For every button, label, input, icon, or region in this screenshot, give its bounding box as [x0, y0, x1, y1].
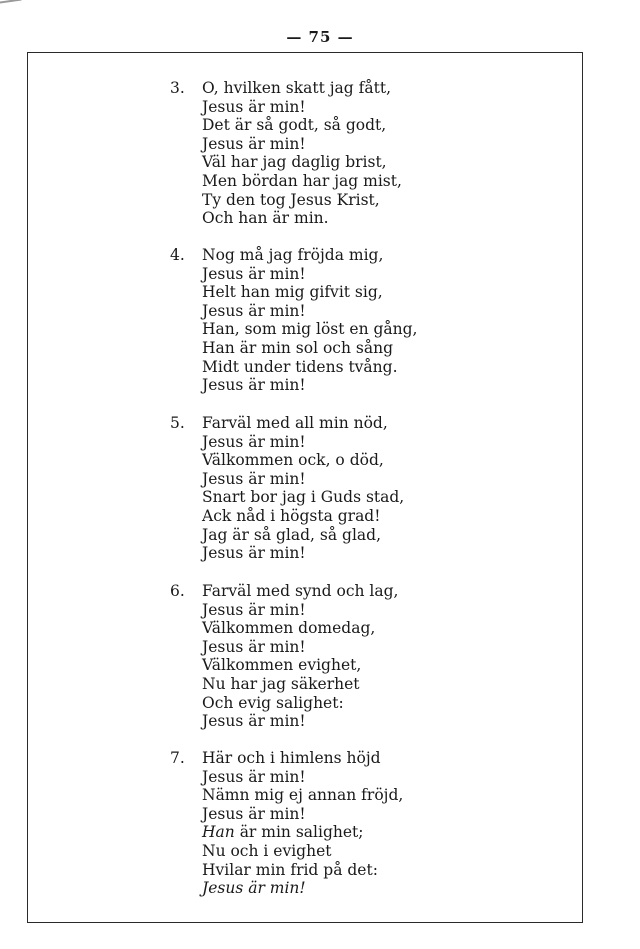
- verse-line: Jesus är min!: [202, 804, 306, 823]
- verse-line: Jag är så glad, så glad,: [202, 525, 381, 544]
- verse-line: Han är min sol och sång: [202, 338, 394, 357]
- verse-line: Jesus är min!: [202, 97, 306, 116]
- stanza-number: 7.: [170, 749, 185, 767]
- stanza-4: [170, 246, 470, 395]
- verse-line: Jesus är min!: [202, 879, 306, 898]
- stanza-number: 4.: [170, 246, 185, 264]
- verse-line: Här och i himlens höjd: [202, 749, 381, 767]
- verse-line: Snart bor jag i Guds stad,: [202, 488, 405, 507]
- verse-line: Men bördan har jag mist,: [202, 171, 402, 190]
- verse-line: Jesus är min!: [202, 469, 306, 488]
- verse-line: Farväl med synd och lag,: [202, 582, 399, 600]
- verse-line: Det är så godt, så godt,: [202, 116, 387, 135]
- stanza-5: [170, 414, 470, 563]
- verse-line: Välkommen domedag,: [202, 619, 376, 638]
- stanza-number: 5.: [170, 414, 185, 432]
- verse-line: Helt han mig gifvit sig,: [202, 283, 383, 302]
- verse-line: [202, 823, 470, 842]
- emphasis-word: Han: [202, 823, 235, 842]
- verse-line: Han, som mig löst en gång,: [202, 320, 418, 339]
- verse-line: Jesus är min!: [202, 600, 306, 619]
- verse-line: Nu har jag säkerhet: [202, 674, 360, 693]
- verse-line: Ack nåd i högsta grad!: [202, 506, 381, 525]
- stanza-number: 3.: [170, 79, 185, 97]
- stanza-7: [170, 749, 470, 898]
- verse-line: Nu och i evighet: [202, 841, 332, 860]
- stanza-number: 6.: [170, 582, 185, 600]
- verse-line: Välkommen ock, o död,: [202, 451, 384, 470]
- verse-line: Jesus är min!: [202, 432, 306, 451]
- scan-corner-mark: [0, 0, 22, 9]
- verse-line-rest: är min salighet;: [239, 823, 364, 842]
- verse-line: Jesus är min!: [202, 134, 306, 153]
- verse-line: Farväl med all min nöd,: [202, 414, 388, 432]
- verse-line: Jesus är min!: [202, 264, 306, 283]
- verse-line: Jesus är min!: [202, 767, 306, 786]
- verse-line: Välkommen evighet,: [202, 656, 362, 675]
- verse-line: Jesus är min!: [202, 544, 306, 563]
- verse-line: Väl har jag daglig brist,: [202, 153, 387, 172]
- verse-line: Jesus är min!: [202, 301, 306, 320]
- verse-line: Jesus är min!: [202, 712, 306, 731]
- stanza-6: [170, 582, 470, 731]
- verse-line: O, hvilken skatt jag fått,: [202, 79, 392, 97]
- verse-line: Jesus är min!: [202, 637, 306, 656]
- verse-line: Ty den tog Jesus Krist,: [202, 190, 380, 209]
- verse-line: Nämn mig ej annan fröjd,: [202, 786, 404, 805]
- verse-line: Midt under tidens tvång.: [202, 357, 398, 376]
- verse-line: Och han är min.: [202, 209, 329, 228]
- stanza-3: [170, 79, 470, 228]
- verse-line: Och evig salighet:: [202, 693, 344, 712]
- verse-line: Nog må jag fröjda mig,: [202, 246, 384, 264]
- verse-line: Hvilar min frid på det:: [202, 860, 378, 879]
- verse-line: Jesus är min!: [202, 376, 306, 395]
- page-number: — 75 —: [286, 28, 354, 46]
